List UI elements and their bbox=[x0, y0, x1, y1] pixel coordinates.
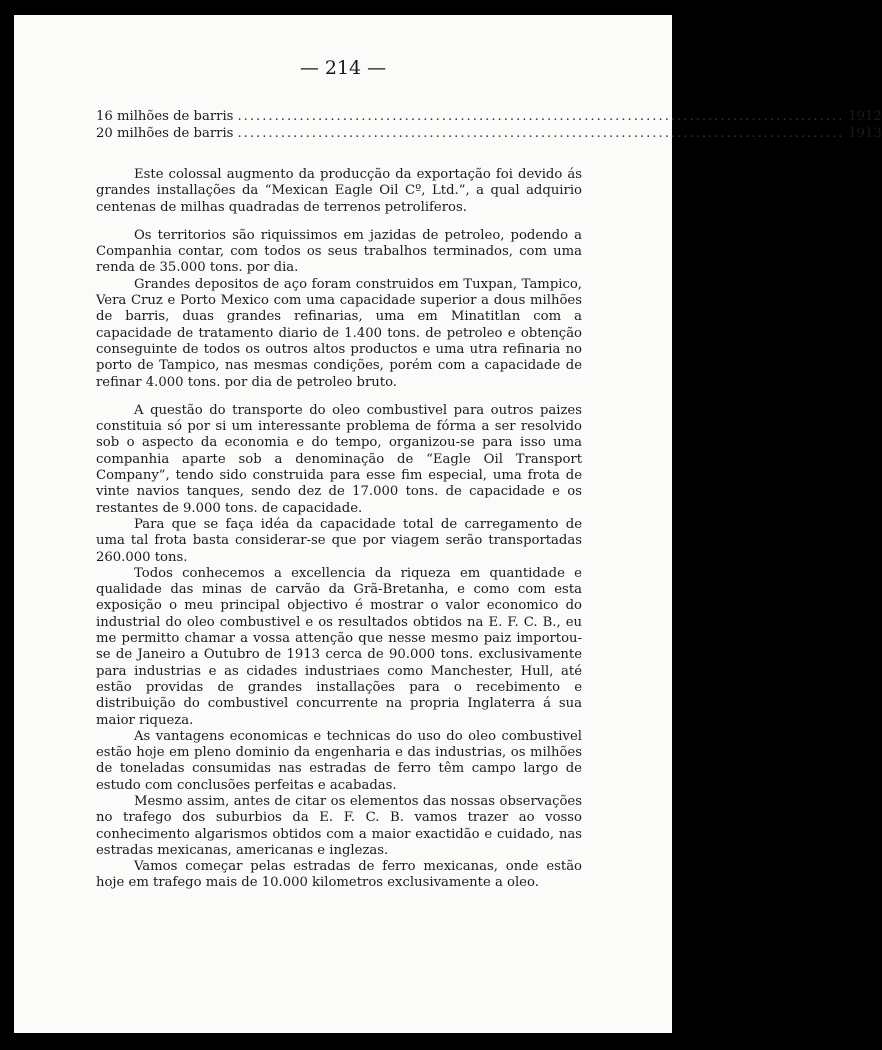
document-page bbox=[14, 15, 882, 1033]
stat-row bbox=[96, 108, 882, 125]
stat-year: 1912 bbox=[848, 109, 882, 124]
export-stats-list bbox=[96, 108, 882, 142]
body-text bbox=[96, 167, 582, 892]
paragraph: Este colossal augmento da producção da exportação foi devido ás grandes installações da “Mexican Eagle Oil Cº, Ltd.”, a qual adquirio centenas de milhas quadradas de terrenos petroliferos. bbox=[96, 167, 582, 215]
paragraph: Os territorios são riquissimos em jazidas de petroleo, podendo a Companhia contar, com todos os seus trabalhos terminados, com uma renda de 35.000 tons. por dia. bbox=[96, 227, 582, 276]
paragraph: Para que se faça idéa da capacidade total de carregamento de uma tal frota basta considerar-se que por viagem serão transportadas 260.000 tons. bbox=[96, 516, 582, 565]
paragraph: As vantagens economicas e technicas do uso do oleo combustivel estão hoje em pleno dominio da engenharia e das industrias, os milhões de toneladas consumidas nas estradas de ferro têm campo largo de estudo com conclusões perfeitas e acabadas. bbox=[96, 728, 582, 793]
paragraph: Grandes depositos de aço foram construidos em Tuxpan, Tampico, Vera Cruz e Porto Mexico com uma capacidade superior a dous milhões de barris, duas grandes refinarias, uma em Minatitlan com a capacidade de tratamento diario de 1.400 tons. de petroleo e obtenção conseguinte de todos os outros altos productos e uma utra refinaria no porto de Tampico, nas mesmas condições, porém com a capacidade de refinar 4.000 tons. por dia de petroleo bruto. bbox=[96, 276, 582, 390]
page-number: — 214 — bbox=[299, 57, 387, 79]
dot-leader: .................................................................................................. bbox=[237, 109, 845, 124]
paragraph: A questão do transporte do oleo combustivel para outros paizes constituia só por si um interessante problema de fórma a ser resolvido sob o aspecto da economia e do tempo, organizou-se para isso uma companhia aparte sob a denominação de “Eagle Oil Transport Company”, tendo sido construida para esse fim especial, uma frota de vinte navios tanques, sendo dez de 17.000 tons. de capacidade e os restantes de 9.000 tons. de capacidade. bbox=[96, 402, 582, 516]
paragraph: Vamos começar pelas estradas de ferro mexicanas, onde estão hoje em trafego mais de 10.000 kilometros exclusivamente a oleo. bbox=[96, 859, 582, 891]
paragraph: Todos conhecemos a excellencia da riqueza em quantidade e qualidade das minas de carvão da Grã-Bretanha, e como com esta exposição o meu principal objectivo é mostrar o valor economico do industrial do oleo combustivel e os resultados obtidos na E. F. C. B., eu me permitto chamar a vossa attenção que nesse mesmo paiz importou-se de Janeiro a Outubro de 1913 cerca de 90.000 tons. exclusivamente para industrias e as cidades industriaes como Manchester, Hull, até estão providas de grandes installações para o recebimento e distribuição do combustivel concurrente na propria Inglaterra á sua maior riqueza. bbox=[96, 565, 582, 728]
stat-label: 20 milhões de barris bbox=[96, 126, 234, 141]
stat-year: 1913 bbox=[848, 126, 882, 141]
stat-row bbox=[96, 125, 882, 142]
paragraph: Mesmo assim, antes de citar os elementos das nossas observações no trafego dos suburbios da E. F. C. B. vamos trazer ao vosso conhecimento algarismos obtidos com a maior exactidão e cuidado, nas estradas mexicanas, americanas e inglezas. bbox=[96, 793, 582, 858]
stat-label: 16 milhões de barris bbox=[96, 109, 234, 124]
dot-leader: .................................................................................................. bbox=[237, 126, 845, 141]
